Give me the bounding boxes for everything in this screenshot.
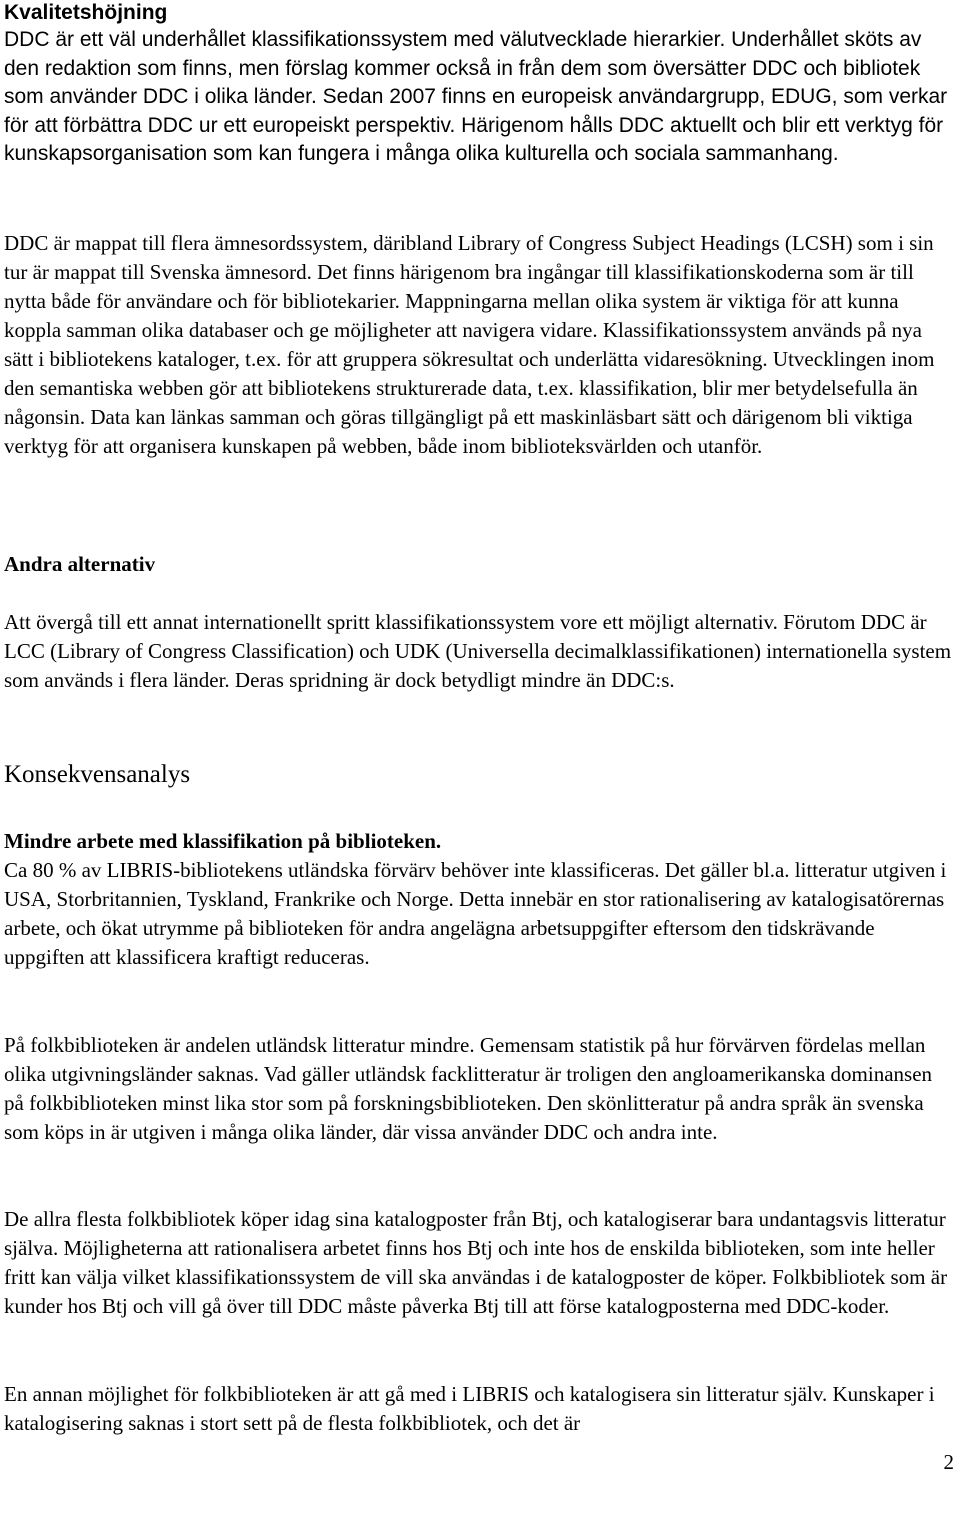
heading-konsekvensanalys: Konsekvensanalys [4, 761, 191, 788]
paragraph-libris-katalogisering: En annan möjlighet för folkbiblioteken är att gå med i LIBRIS och katalogisera sin litteratur själv. Kunskaper i katalogisering saknas i stort sett på de flesta folkbibliotek, och det är [4, 1382, 935, 1435]
heading-kvalitetshojning: Kvalitetshöjning [4, 1, 168, 24]
subheading-mindre-arbete: Mindre arbete med klassifikation på biblioteken. [4, 829, 442, 853]
paragraph-alternativ: Att övergå till ett annat internationellt spritt klassifikationssystem vore ett möjligt alternativ. Förutom DDC är LCC (Library of Congress Classification) och UDK (Universella decimalklassifikationen) internationella system som används i flera länder. Deras spridning är dock betydligt mindre än DDC:s. [4, 610, 952, 692]
paragraph-folkbibliotek: På folkbiblioteken är andelen utländsk litteratur mindre. Gemensam statistik på hur förvärven fördelas mellan olika utgivningsländer saknas. Vad gäller utländsk facklitteratur är troligen den angloamerikanska dominansen på folkbiblioteken minst lika stor som på forskningsbiblioteken. Den skönlitteratur på andra språk än svenska som köps in är utgiven i många olika länder, där vissa använder DDC och andra inte. [4, 1033, 933, 1144]
heading-andra-alternativ: Andra alternativ [4, 552, 156, 576]
paragraph-edug: DDC är ett väl underhållet klassifikationssystem med välutvecklade hierarkier. Underhållet sköts av den redaktion som finns, men förslag kommer också in från dem som översätter DDC och bibliotek som använder DDC i olika länder. Sedan 2007 finns en europeisk användargrupp, EDUG, som verkar för att förbättra DDC ur ett europeiskt perspektiv. Härigenom hålls DDC aktuellt och blir ett verktyg för kunskapsorganisation som kan fungera i många olika kulturella och sociala sammanhang. [4, 28, 948, 165]
paragraph-btj: De allra flesta folkbibliotek köper idag sina katalogposter från Btj, och katalogiserar bara undantagsvis litteratur själva. Möjligheterna att rationalisera arbetet finns hos Btj och inte hos de enskilda biblioteken, som inte heller fritt kan välja vilket klassifikationssystem de vill ska användas i de katalogposter de köper. Folkbibliotek som är kunder hos Btj och vill gå över till DDC måste påverka Btj till att förse katalogposterna med DDC-koder. [4, 1207, 948, 1318]
paragraph-mappning: DDC är mappat till flera ämnesordssystem, däribland Library of Congress Subject Headings (LCSH) som i sin tur är mappat till Svenska ämnesord. Det finns härigenom bra ingångar till klassifikationskoderna som är till nytta både för användare och för bibliotekarier. Mappningarna mellan olika system är viktiga för att kunna koppla samman olika databaser och ge möjligheter att navigera vidare. Klassifikationssystem används på nya sätt i bibliotekens kataloger, t.ex. för att gruppera sökresultat och underlätta vidaresökning. Utvecklingen inom den semantiska webben gör att bibliotekens strukturerade data, t.ex. klassifikation, blir mer betydelsefulla än någonsin. Data kan länkas samman och göras tillgängligt på ett maskinläsbart sätt och därigenom bli viktiga verktyg för att organisera kunskapen på webben, både inom biblioteksvärlden och utanför. [4, 231, 935, 458]
paragraph-libris-forvarv: Ca 80 % av LIBRIS-bibliotekens utländska förvärv behöver inte klassificeras. Det gäller bl.a. litteratur utgiven i USA, Storbritannien, Tyskland, Frankrike och Norge. Detta innebär en stor rationalisering av katalogisatörernas arbete, och ökat utrymme på biblioteken för andra angelägna arbetsuppgifter eftersom den tidskrävande uppgiften att klassificera kraftigt reduceras. [4, 858, 947, 969]
page-number: 2 [943, 1450, 954, 1474]
